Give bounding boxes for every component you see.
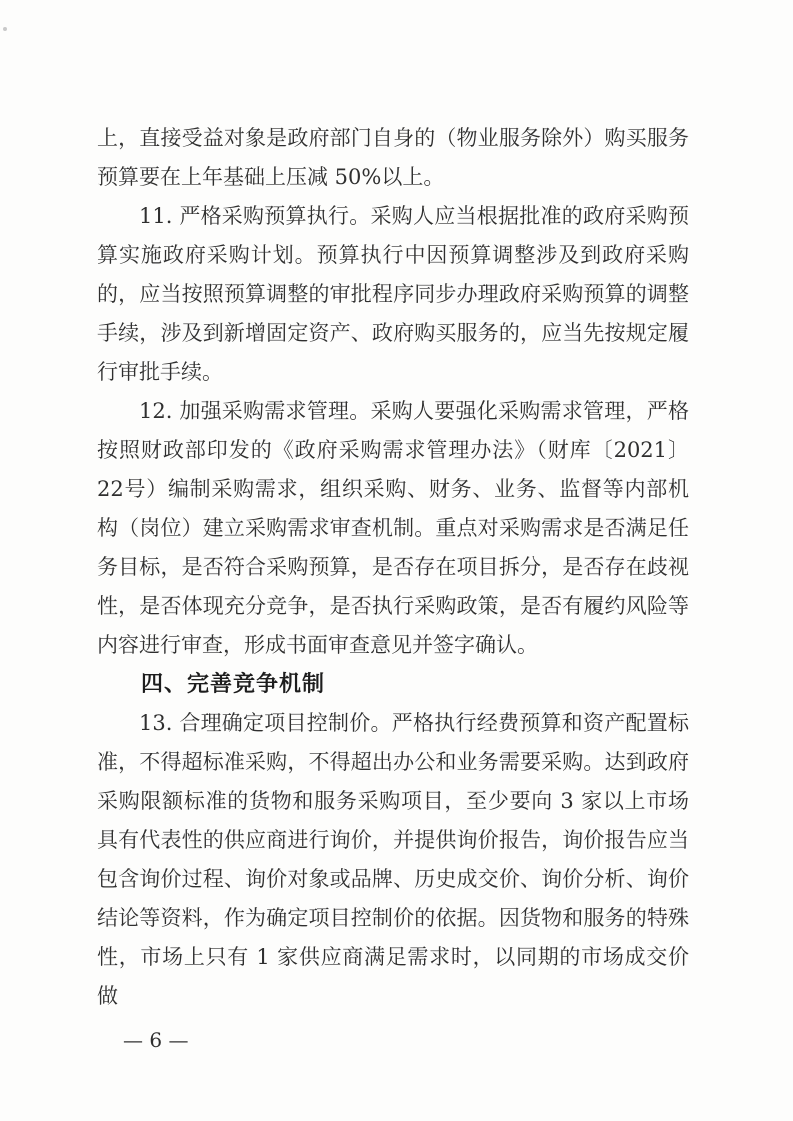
- text-block: [97, 119, 689, 1053]
- paragraph-item-12: 12. 加强采购需求管理。采购人要强化采购需求管理，严格按照财政部印发的《政府采购需求管理办法》（财库〔2021〕22号）编制采购需求，组织采购、财务、业务、监督等内部机构（岗位）建立采购需求审查机制。重点对采购需求是否满足任务目标，是否符合采购预算，是否存在项目拆分，是否存在歧视性，是否体现充分竞争，是否执行采购政策，是否有履约风险等内容进行审查，形成书面审查意见并签字确认。: [97, 399, 689, 657]
- page-number: — 6 —: [123, 1028, 189, 1052]
- paragraph-continuation: 上，直接受益对象是政府部门自身的（物业服务除外）购买服务预算要在上年基础上压减 50%以上。: [97, 126, 689, 189]
- paragraph-item-11: 11. 严格采购预算执行。采购人应当根据批准的政府采购预算实施政府采购计划。预算执行中因预算调整涉及到政府采购的，应当按照预算调整的审批程序同步办理政府采购预算的调整手续，涉及到新增固定资产、政府购买服务的，应当先按规定履行审批手续。: [97, 204, 689, 384]
- section-heading: 四、完善竞争机制: [141, 672, 326, 697]
- scan-artifact-speck: [3, 27, 7, 31]
- paragraph-item-13: 13. 合理确定项目控制价。严格执行经费预算和资产配置标准，不得超标准采购，不得超出办公和业务需要采购。达到政府采购限额标准的货物和服务采购项目，至少要向 3 家以上市场具有代表性的供应商进行询价，并提供询价报告，询价报告应当包含询价过程、询价对象或品牌、历史成交价、询价分析、询价结论等资料，作为确定项目控制价的依据。因货物和服务的特殊性，市场上只有 1 家供应商满足需求时，以同期的市场成交价做: [97, 711, 689, 1008]
